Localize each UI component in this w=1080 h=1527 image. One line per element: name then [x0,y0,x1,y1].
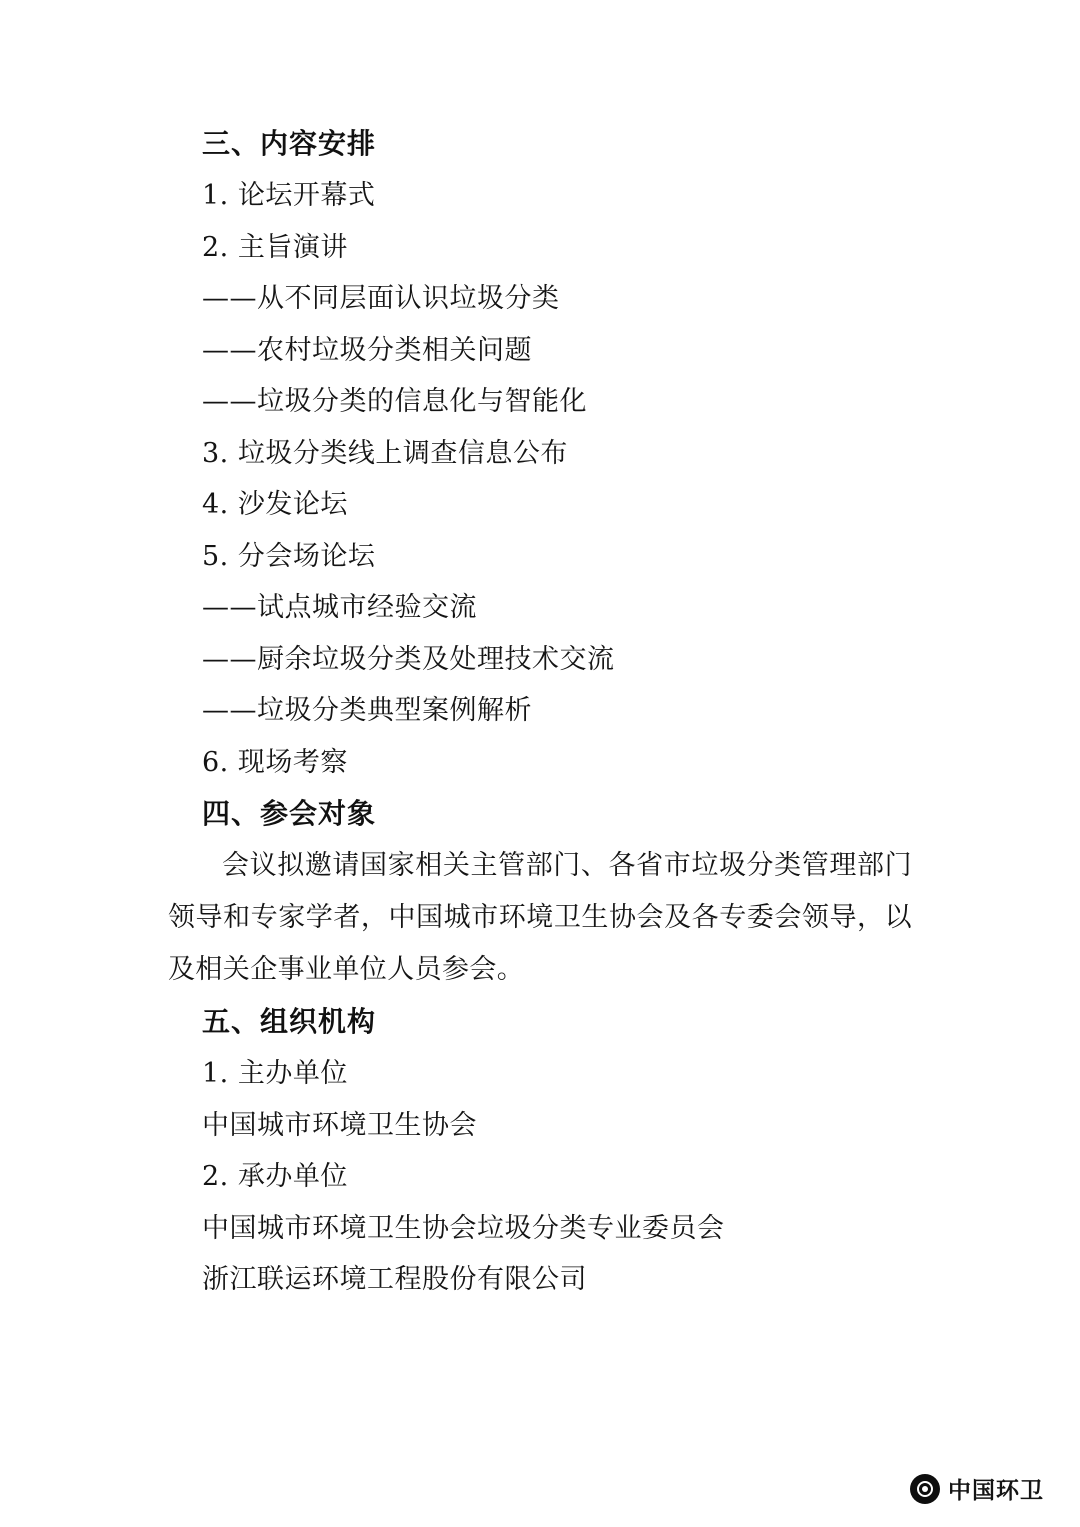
footer-account-badge [910,1472,1044,1505]
list-item: ——农村垃圾分类相关问题 [202,334,532,366]
list-item: ——垃圾分类的信息化与智能化 [202,386,587,417]
section-heading-content-arrangement: 三、内容安排 [202,127,377,160]
list-item: 2. 承办单位 [202,1161,348,1192]
footer-account-name: 中国环卫 [948,1478,1044,1504]
list-item: ——厨余垃圾分类及处理技术交流 [202,643,615,675]
section-heading-participants: 四、参会对象 [202,797,377,830]
participants-paragraph: 会议拟邀请国家相关主管部门、各省市垃圾分类管理部门领导和专家学者，中国城市环境卫生协会及各专委会领导，以及相关企事业单位人员参会。 [168,850,912,985]
list-item: 中国城市环境卫生协会 [202,1109,477,1141]
list-item: ——从不同层面认识垃圾分类 [202,283,560,314]
list-item: 1. 主办单位 [202,1058,348,1089]
list-item: 1. 论坛开幕式 [202,180,376,211]
list-item: 5. 分会场论坛 [202,540,376,572]
list-item: 2. 主旨演讲 [202,231,348,263]
list-item: 中国城市环境卫生协会垃圾分类专业委员会 [202,1212,725,1244]
list-item: 4. 沙发论坛 [202,489,348,520]
section-heading-organization: 五、组织机构 [202,1005,377,1038]
list-item: 3. 垃圾分类线上调查信息公布 [202,437,568,469]
list-item: ——垃圾分类典型案例解析 [202,695,532,726]
wechat-account-logo-icon [910,1474,940,1504]
list-item: 浙江联运环境工程股份有限公司 [202,1264,587,1295]
list-item: ——试点城市经验交流 [202,592,477,623]
document-body [168,118,912,1306]
list-item: 6. 现场考察 [202,746,348,778]
